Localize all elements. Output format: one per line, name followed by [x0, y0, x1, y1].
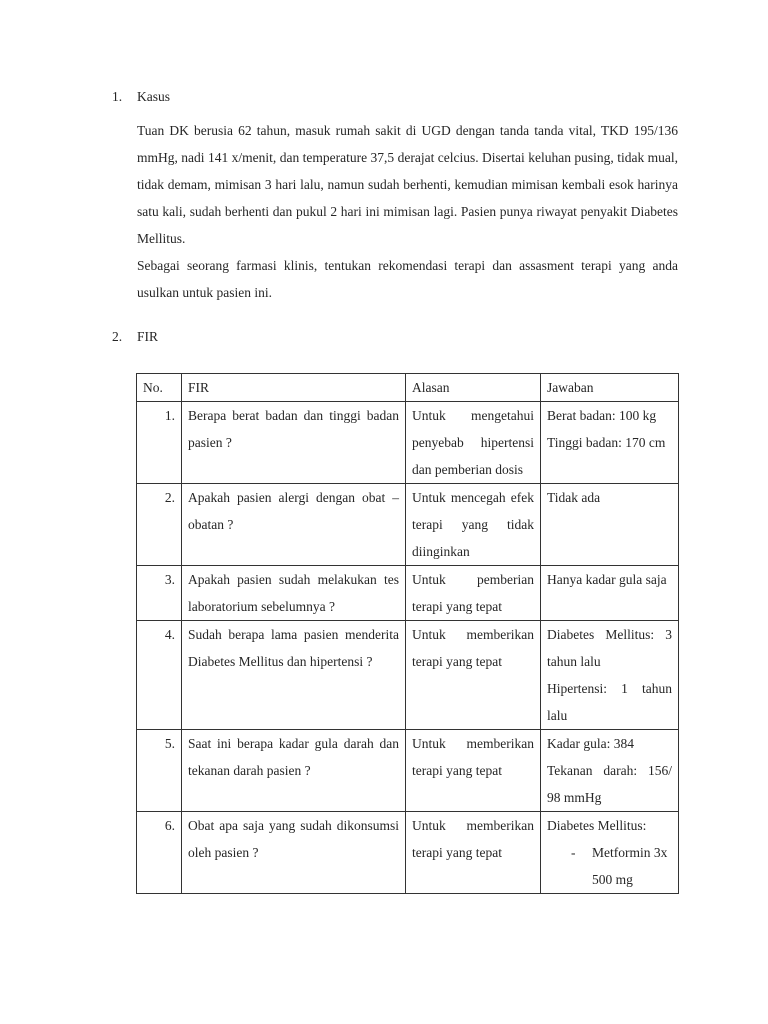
- row-question: Saat ini berapa kadar gula darah dan tekanan darah pasien ?: [182, 730, 406, 812]
- row-answer: [541, 566, 679, 621]
- row-reason: Untuk pemberian terapi yang tepat: [406, 566, 541, 621]
- row-question: Sudah berapa lama pasien menderita Diabetes Mellitus dan hipertensi ?: [182, 621, 406, 730]
- row-answer: [541, 621, 679, 730]
- section-2-title: FIR: [137, 329, 159, 344]
- section-1-number: 1.: [112, 89, 123, 104]
- row-number: 6.: [137, 812, 182, 894]
- table-row: [137, 812, 679, 894]
- table-row: [137, 484, 679, 566]
- answer-line: Diabetes Mellitus:: [547, 818, 647, 833]
- answer-line: Diabetes Mellitus: 3 tahun lalu: [547, 627, 672, 669]
- row-number: 4.: [137, 621, 182, 730]
- table-row: [137, 730, 679, 812]
- row-number: 5.: [137, 730, 182, 812]
- header-alasan: Alasan: [406, 374, 541, 402]
- answer-line: Berat badan: 100 kg: [547, 408, 657, 423]
- case-paragraph-1: Tuan DK berusia 62 tahun, masuk rumah sakit di UGD dengan tanda tanda vital, TKD 195/136 mmHg, nadi 141 x/menit, dan temperature 37,5 derajat celcius. Disertai keluhan pusing, tidak mual, tidak demam, mimisan 3 hari lalu, namun sudah berhenti, kemudian mimisan kembali esok harinya satu kali, sudah berhenti dan pukul 2 hari ini mimisan lagi. Pasien punya riwayat penyakit Diabetes Mellitus.: [137, 123, 678, 246]
- answer-line: Hipertensi: 1 tahun lalu: [547, 681, 672, 723]
- table-row: [137, 402, 679, 484]
- row-question: Apakah pasien alergi dengan obat – obatan ?: [182, 484, 406, 566]
- section-1-title: Kasus: [137, 89, 170, 104]
- answer-bullet-item: [547, 839, 672, 893]
- answer-line: Tidak ada: [547, 490, 601, 505]
- bullet-dash: -: [571, 845, 576, 860]
- table-header-row: [137, 374, 679, 402]
- answer-line: Tekanan darah: 156/ 98 mmHg: [547, 763, 672, 805]
- answer-line: Tinggi badan: 170 cm: [547, 435, 666, 450]
- row-number: 1.: [137, 402, 182, 484]
- section-2-number: 2.: [112, 329, 123, 344]
- row-reason: Untuk memberikan terapi yang tepat: [406, 621, 541, 730]
- table-row: [137, 566, 679, 621]
- row-answer: [541, 730, 679, 812]
- case-description: [137, 117, 678, 306]
- table-row: [137, 621, 679, 730]
- answer-line: Hanya kadar gula saja: [547, 572, 667, 587]
- header-fir: FIR: [182, 374, 406, 402]
- row-question: Apakah pasien sudah melakukan tes laboratorium sebelumnya ?: [182, 566, 406, 621]
- fir-table: [136, 373, 679, 894]
- header-jawaban: Jawaban: [541, 374, 679, 402]
- bullet-text: Metformin 3x 500 mg: [592, 845, 668, 887]
- row-reason: Untuk mengetahui penyebab hipertensi dan pemberian dosis: [406, 402, 541, 484]
- header-no: No.: [137, 374, 182, 402]
- row-reason: Untuk memberikan terapi yang tepat: [406, 730, 541, 812]
- row-answer: [541, 484, 679, 566]
- row-reason: Untuk mencegah efek terapi yang tidak diinginkan: [406, 484, 541, 566]
- row-answer: [541, 402, 679, 484]
- row-reason: Untuk memberikan terapi yang tepat: [406, 812, 541, 894]
- row-number: 2.: [137, 484, 182, 566]
- answer-line: Kadar gula: 384: [547, 736, 634, 751]
- row-answer: [541, 812, 679, 894]
- row-question: Obat apa saja yang sudah dikonsumsi oleh pasien ?: [182, 812, 406, 894]
- row-number: 3.: [137, 566, 182, 621]
- case-paragraph-2: Sebagai seorang farmasi klinis, tentukan rekomendasi terapi dan assasment terapi yang anda usulkan untuk pasien ini.: [137, 258, 678, 300]
- row-question: Berapa berat badan dan tinggi badan pasien ?: [182, 402, 406, 484]
